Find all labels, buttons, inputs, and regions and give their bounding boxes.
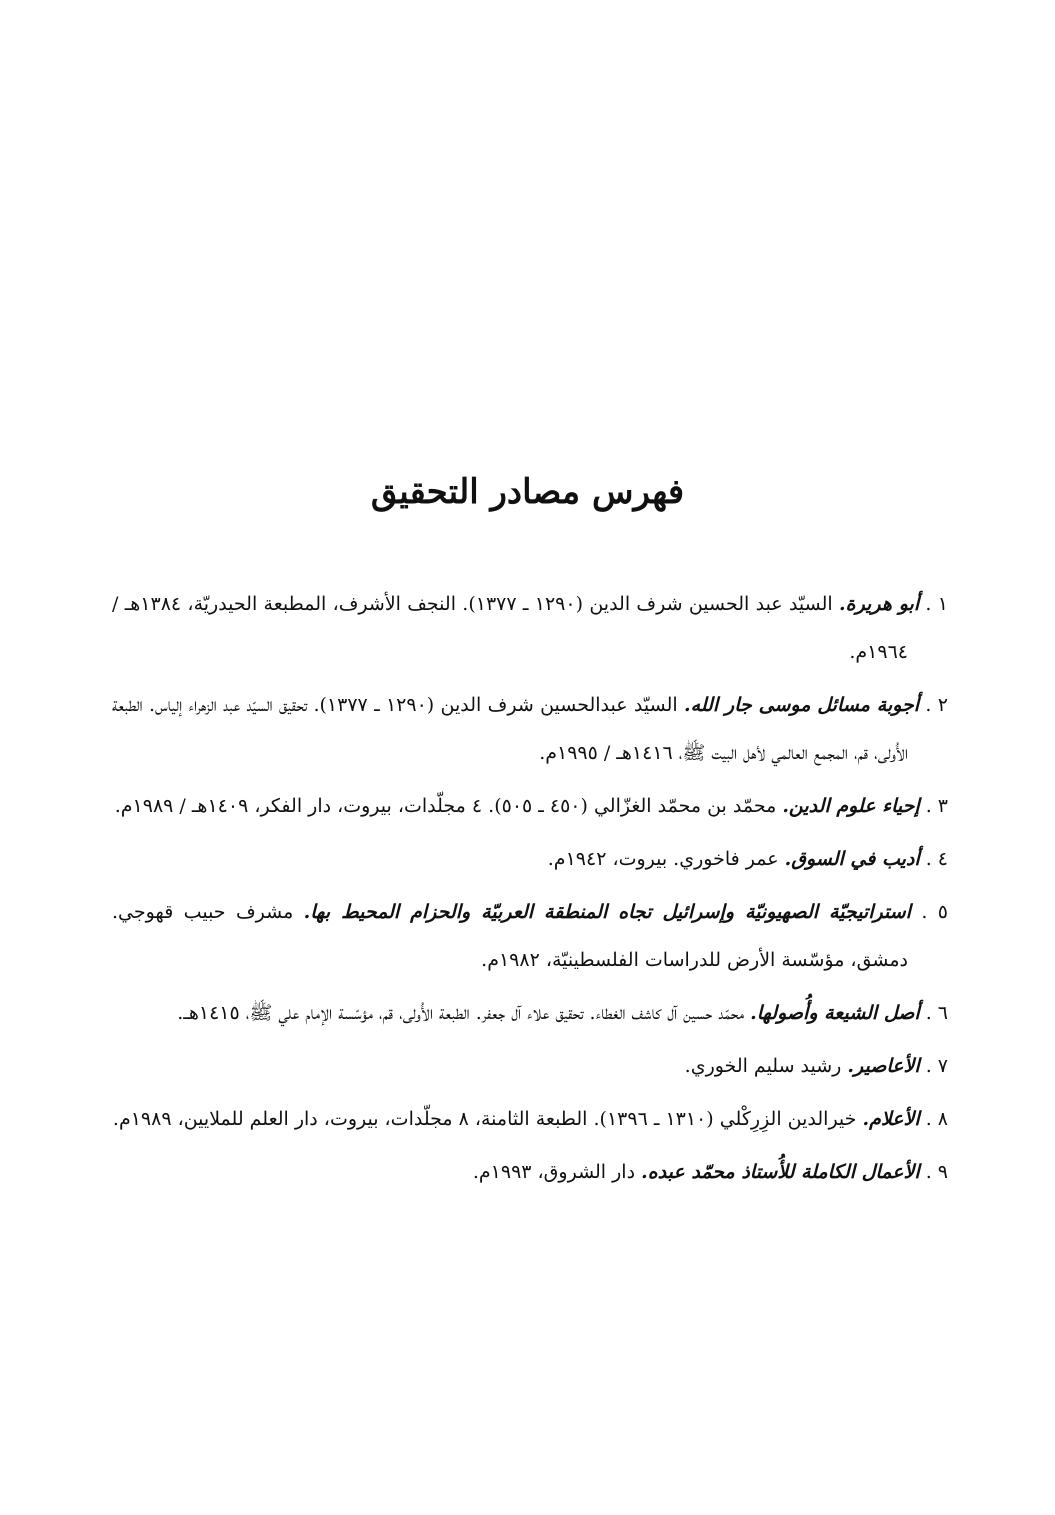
- bibliography-list: [112, 580, 948, 1201]
- entry-title: إحياء علوم الدين.: [782, 795, 920, 817]
- bibliography-entry: [112, 989, 948, 1037]
- entry-details: مشرف حبيب قهوجي. دمشق، مؤسّسة الأرض للدراسات الفلسطينيّة، ١٩٨٢م.: [112, 901, 908, 971]
- bibliography-entry: [112, 1148, 948, 1196]
- bibliography-entry: [112, 580, 948, 676]
- bibliography-entry: [112, 681, 948, 777]
- entry-details: محمّد بن محمّد الغزّالي (٤٥٠ ـ ٥٠٥). ٤ مجلّدات، بيروت، دار الفكر، ١٤٠٩هـ / ١٩٨٩م.: [114, 795, 777, 817]
- bibliography-entry: [112, 888, 948, 984]
- entry-number: ٨ .: [925, 1108, 948, 1130]
- entry-number: ٦ .: [925, 1002, 948, 1024]
- entry-details: رشيد سليم الخوري.: [684, 1055, 842, 1077]
- entry-title: أجوبة مسائل موسى جار الله.: [683, 694, 920, 716]
- entry-title: أصل الشيعة وأُصولها.: [750, 1002, 920, 1024]
- entry-number: ١ .: [925, 593, 948, 615]
- entry-title: أبو هريرة.: [839, 593, 920, 615]
- bibliography-entry: [112, 1042, 948, 1090]
- bibliography-entry: [112, 835, 948, 883]
- entry-details: محمّد حسين آل كاشف الغطاء. تحقيق علاء آل جعفر. الطبعة الأُولى، قم، مؤسّسة الإمام علي ﷺ، ١٤١٥هـ.: [177, 1002, 745, 1024]
- entry-number: ٩ .: [925, 1161, 948, 1183]
- entry-title: الأعلام.: [862, 1108, 920, 1130]
- bibliography-entry: [112, 1095, 948, 1143]
- bibliography-entry: [112, 782, 948, 830]
- entry-details: السيّد عبد الحسين شرف الدين (١٢٩٠ ـ ١٣٧٧). النجف الأشرف، المطبعة الحيدريّة، ١٣٨٤هـ / ١٩٦٤م.: [112, 593, 908, 663]
- entry-details: خيرالدين الزِرِكْلي (١٣١٠ ـ ١٣٩٦). الطبعة الثامنة، ٨ مجلّدات، بيروت، دار العلم للملايين، ١٩٨٩م.: [112, 1108, 857, 1130]
- entry-number: ٤ .: [925, 848, 948, 870]
- entry-title: أديب في السوق.: [784, 848, 920, 870]
- entry-number: ٣ .: [925, 795, 948, 817]
- entry-number: ٥ .: [921, 901, 948, 923]
- entry-number: ٧ .: [925, 1055, 948, 1077]
- entry-title: الأعمال الكاملة للأُستاذ محمّد عبده.: [641, 1161, 920, 1183]
- entry-details: دار الشروق، ١٩٩٣م.: [472, 1161, 636, 1183]
- page-title: فهرس مصادر التحقيق: [370, 472, 685, 512]
- entry-details: السيّد عبدالحسين شرف الدين (١٢٩٠ ـ ١٣٧٧). تحقيق السيّد عبد الزهراء إلياس. الطبعة الأُولى، قم، المجمع العالمي لأهل البيت ﷺ، ١٤١٦هـ / ١٩٩٥م.: [112, 694, 908, 764]
- entry-details: عمر فاخوري. بيروت، ١٩٤٢م.: [547, 848, 779, 870]
- entry-title: الأعاصير.: [847, 1055, 920, 1077]
- entry-number: ٢ .: [925, 694, 948, 716]
- entry-title: استراتيجيّة الصهيونيّة وإسرائيل تجاه المنطقة العربيّة والحزام المحيط بها.: [303, 901, 911, 923]
